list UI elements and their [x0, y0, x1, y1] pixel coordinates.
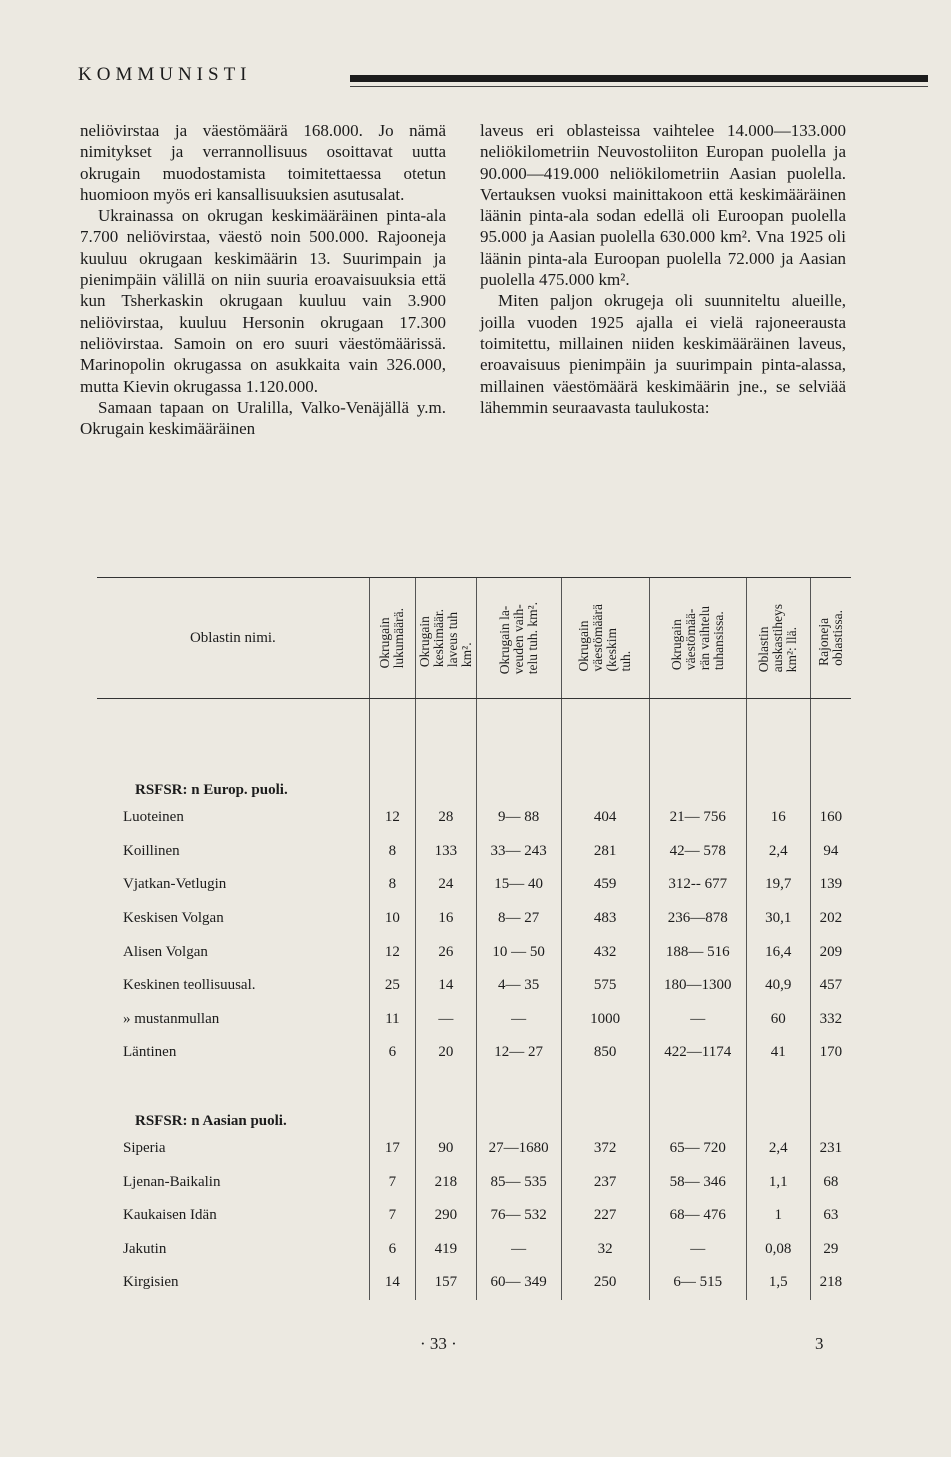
table-row — [97, 868, 851, 902]
region-name: Siperia — [123, 1140, 166, 1157]
table-cell: 60— 349 — [476, 1266, 561, 1300]
table-cell: 2,4 — [746, 835, 810, 869]
region-name: Kirgisien — [123, 1274, 179, 1291]
table-cell: 218 — [416, 1165, 477, 1199]
table-cell: 26 — [416, 935, 477, 969]
column-header: Oblastin nimi. — [97, 578, 369, 699]
table-cell: 24 — [416, 868, 477, 902]
table-cell: 419 — [416, 1233, 477, 1267]
table-cell: 372 — [561, 1132, 649, 1166]
column-header: Okrugain lukumäärä. — [369, 578, 415, 699]
table-row — [97, 801, 851, 835]
table-row — [97, 1036, 851, 1070]
region-name: Ljenan-Baikalin — [123, 1173, 221, 1190]
table-cell: — — [416, 1003, 477, 1037]
table-cell: 850 — [561, 1036, 649, 1070]
table-cell: 281 — [561, 835, 649, 869]
column-header: Rajoneja oblastissa. — [810, 578, 851, 699]
table-row — [97, 935, 851, 969]
column-header: Okrugain väestömäärä (keskim tuh. — [561, 578, 649, 699]
table-cell: 7 — [369, 1199, 415, 1233]
table-cell: 41 — [746, 1036, 810, 1070]
table-cell: 19,7 — [746, 868, 810, 902]
paragraph: Samaan tapaan on Uralilla, Valko-Venäjällä y.m. Okrugain keskimääräinen — [80, 397, 446, 439]
table-cell: 10 — 50 — [476, 935, 561, 969]
table-cell: 7 — [369, 1165, 415, 1199]
table-cell: 15— 40 — [476, 868, 561, 902]
table-cell: 575 — [561, 969, 649, 1003]
table-cell: 12 — [369, 801, 415, 835]
table-cell: 42— 578 — [649, 835, 746, 869]
table-cell: 27—1680 — [476, 1132, 561, 1166]
paragraph: Miten paljon okrugeja oli suunniteltu alueille, joilla vuoden 1925 ajalla ei vielä rajoneerausta toimitettu, millainen niiden keskimääräinen laveus, eroavaisuus pienimpäin ja suurimpain pinta-alassa, millainen väestömäärä keskimäärin jne., se selviää lähemmin seuraavasta taulukosta: — [480, 291, 846, 417]
header-rule-thin — [350, 86, 928, 87]
table-cell: 457 — [810, 969, 851, 1003]
column-header: Okrugain keskimäär. laveus tuh km². — [416, 578, 477, 699]
region-name: Keskinen teollisuusal. — [123, 977, 256, 994]
table-cell: 188— 516 — [649, 935, 746, 969]
table-cell: 63 — [810, 1199, 851, 1233]
table-row — [97, 1266, 851, 1300]
table-row — [97, 1132, 851, 1166]
table-header-row — [97, 578, 851, 699]
table-cell: 180—1300 — [649, 969, 746, 1003]
page-corner-number: 3 — [815, 1334, 824, 1353]
table-row — [97, 969, 851, 1003]
table-cell: 33— 243 — [476, 835, 561, 869]
table-cell: 68— 476 — [649, 1199, 746, 1233]
paragraph: Ukrainassa on okrugan keskimääräinen pinta-ala 7.700 neliövirstaa, väestö noin 500.000. Rajooneja kuuluu okrugaan keskimäärin 13. Suurimpain ja pienimpäin välillä on niin suuria eroavaisuuksia että kun Tsherkaskin okrugaan kuuluu vain 3.900 neliövirstaa, kuuluu Hersonin okrugaan 17.300 neliövirstaa. Samoin on ero suuri väestömäärissä. Marinopolin okrugassa on asukkaita vain 326.000, mutta Kievin okrugassa 1.120.000. — [80, 206, 446, 396]
table-cell: 6— 515 — [649, 1266, 746, 1300]
table-cell: 32 — [561, 1233, 649, 1267]
paragraph: laveus eri oblasteissa vaihtelee 14.000—133.000 neliökilometriin Neuvostoliiton Europan puolella ja 90.000—419.000 neliökilometriin Aasian puolella. Vertauksen vuoksi mainittakoon että keskimääräinen läänin pinta-ala sodan edellä oli Euroopan puolella 95.000 ja Aasian puolella 630.000 km². Vna 1925 oli läänin pinta-ala Euroopan puolella 72.000 ja Aasian puolella 475.000 km². — [480, 121, 846, 290]
table-cell: — — [476, 1003, 561, 1037]
table-cell: 16,4 — [746, 935, 810, 969]
table-cell: 17 — [369, 1132, 415, 1166]
table-cell: — — [649, 1003, 746, 1037]
table-cell: 16 — [746, 801, 810, 835]
table-cell: 312-- 677 — [649, 868, 746, 902]
table-cell: 25 — [369, 969, 415, 1003]
table-cell: 139 — [810, 868, 851, 902]
paragraph: neliövirstaa ja väestömäärä 168.000. Jo nämä nimitykset ja verrannollisuus osoittavat uutta okrugain muodostamista toimitettaessa otetun huomioon myös eri kansallisuuksien asutusalat. — [80, 121, 446, 204]
table-row — [97, 1003, 851, 1037]
table-spacer — [97, 699, 851, 760]
column-header: Oblastin auskastiheys km²: llä. — [746, 578, 810, 699]
table-cell: 8 — [369, 835, 415, 869]
table-row — [97, 835, 851, 869]
table-cell: 2,4 — [746, 1132, 810, 1166]
table-cell: 0,08 — [746, 1233, 810, 1267]
region-name: Koillinen — [123, 842, 180, 859]
table-cell: 133 — [416, 835, 477, 869]
table-cell: 404 — [561, 801, 649, 835]
table-row — [97, 1199, 851, 1233]
table-cell: 231 — [810, 1132, 851, 1166]
column-header: Okrugain la- veuden vaih- telu tuh. km². — [476, 578, 561, 699]
table-cell: 60 — [746, 1003, 810, 1037]
table-row — [97, 902, 851, 936]
table-cell: 90 — [416, 1132, 477, 1166]
running-header — [78, 64, 858, 94]
journal-title: KOMMUNISTI — [78, 64, 252, 85]
table-cell: 16 — [416, 902, 477, 936]
table-cell: 4— 35 — [476, 969, 561, 1003]
table-cell: 8— 27 — [476, 902, 561, 936]
table-cell: 30,1 — [746, 902, 810, 936]
header-rule — [350, 75, 928, 82]
section-heading: RSFSR: n Europ. puoli. — [97, 759, 851, 801]
table-cell: 1,1 — [746, 1165, 810, 1199]
table-row — [97, 1233, 851, 1267]
table-cell: 76— 532 — [476, 1199, 561, 1233]
table-cell: 40,9 — [746, 969, 810, 1003]
region-name: Keskisen Volgan — [123, 910, 224, 927]
table-cell: 218 — [810, 1266, 851, 1300]
table-cell: 68 — [810, 1165, 851, 1199]
region-name: Jakutin — [123, 1240, 167, 1257]
table-row — [97, 1165, 851, 1199]
table-cell: 85— 535 — [476, 1165, 561, 1199]
table-cell: 8 — [369, 868, 415, 902]
table-cell: 432 — [561, 935, 649, 969]
table-cell: 65— 720 — [649, 1132, 746, 1166]
table-cell: 14 — [416, 969, 477, 1003]
table-cell: 6 — [369, 1233, 415, 1267]
table-cell: 1000 — [561, 1003, 649, 1037]
table-cell: 202 — [810, 902, 851, 936]
table-cell: 21— 756 — [649, 801, 746, 835]
table-cell: — — [649, 1233, 746, 1267]
region-name: » mustanmullan — [123, 1010, 220, 1027]
table-cell: — — [476, 1233, 561, 1267]
table-cell: 422—1174 — [649, 1036, 746, 1070]
region-name: Kaukaisen Idän — [123, 1207, 217, 1224]
table-cell: 459 — [561, 868, 649, 902]
table-cell: 237 — [561, 1165, 649, 1199]
table-cell: 20 — [416, 1036, 477, 1070]
table-cell: 94 — [810, 835, 851, 869]
table-cell: 157 — [416, 1266, 477, 1300]
table-cell: 290 — [416, 1199, 477, 1233]
section-heading: RSFSR: n Aasian puoli. — [97, 1070, 851, 1132]
table-cell: 1,5 — [746, 1266, 810, 1300]
table-cell: 483 — [561, 902, 649, 936]
table-cell: 12 — [369, 935, 415, 969]
region-name: Luoteinen — [123, 809, 184, 826]
table-cell: 227 — [561, 1199, 649, 1233]
table-cell: 11 — [369, 1003, 415, 1037]
table-cell: 332 — [810, 1003, 851, 1037]
region-name: Läntinen — [123, 1044, 177, 1061]
table-cell: 160 — [810, 801, 851, 835]
table-cell: 236—878 — [649, 902, 746, 936]
table-cell: 14 — [369, 1266, 415, 1300]
table-cell: 6 — [369, 1036, 415, 1070]
region-name: Vjatkan-Vetlugin — [123, 876, 227, 893]
table-cell: 9— 88 — [476, 801, 561, 835]
page-number: · 33 · — [420, 1334, 457, 1353]
table-cell: 10 — [369, 902, 415, 936]
column-header: Okrugain väestömää- rän vaihtelu tuhansissa. — [649, 578, 746, 699]
table-cell: 170 — [810, 1036, 851, 1070]
region-name: Alisen Volgan — [123, 943, 208, 960]
table-cell: 1 — [746, 1199, 810, 1233]
table-cell: 12— 27 — [476, 1036, 561, 1070]
left-column — [80, 120, 446, 439]
statistics-table — [97, 577, 851, 1300]
table-cell: 58— 346 — [649, 1165, 746, 1199]
table-cell: 28 — [416, 801, 477, 835]
table-cell: 250 — [561, 1266, 649, 1300]
right-column — [480, 120, 846, 418]
table-cell: 209 — [810, 935, 851, 969]
table-cell: 29 — [810, 1233, 851, 1267]
